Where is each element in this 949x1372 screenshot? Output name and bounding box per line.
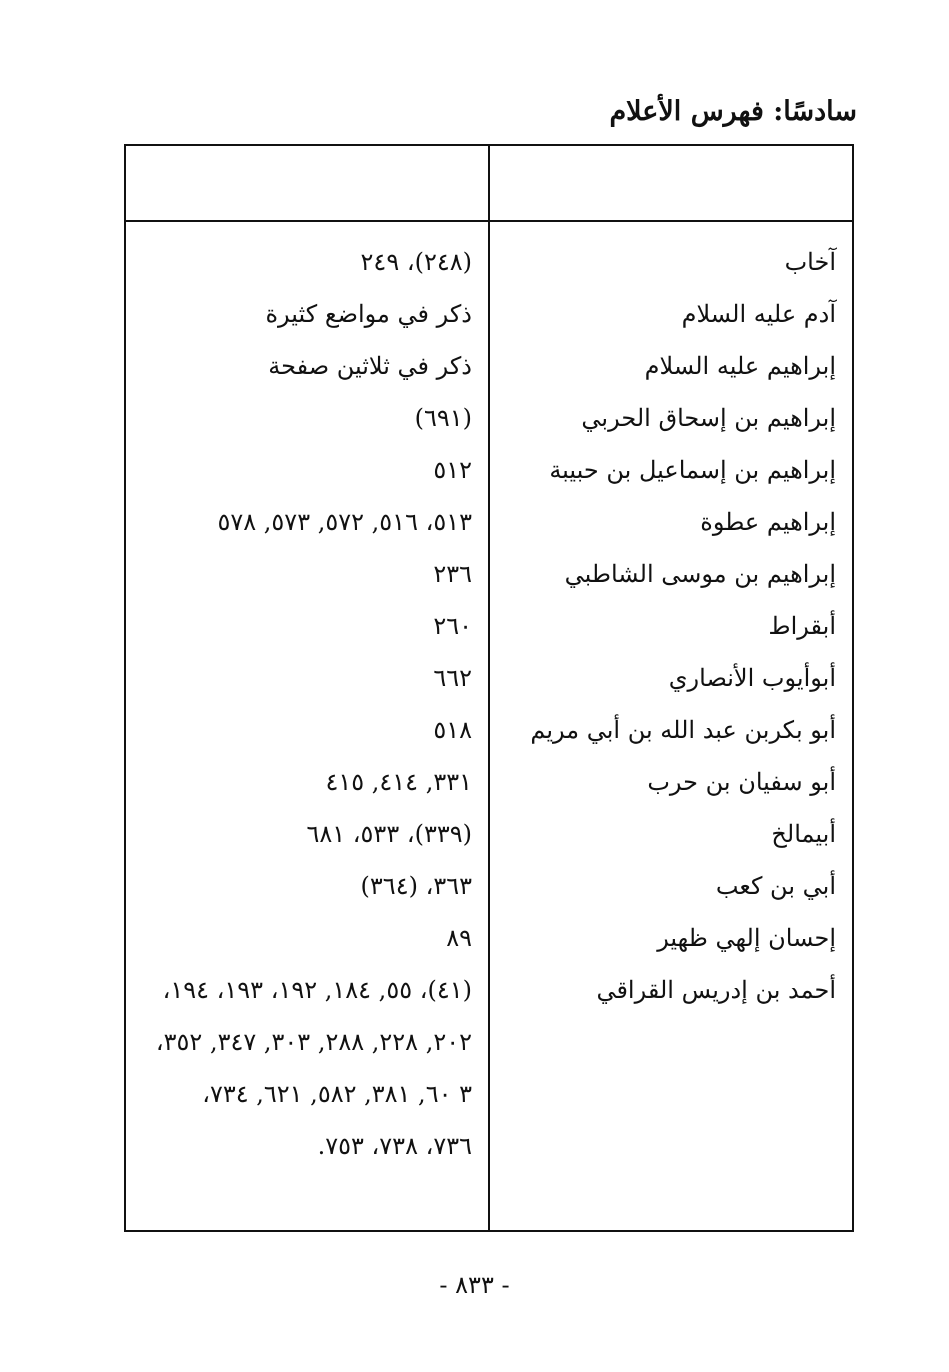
page-number: - ٨٣٣ -: [439, 1271, 510, 1299]
page-reference-line: ٢٦٠: [433, 612, 472, 640]
page-references: [126, 652, 488, 704]
page-references: [126, 548, 488, 600]
header-pages-cell: [126, 146, 488, 220]
page-reference-line: (٦٩١): [414, 404, 472, 432]
table-row: [126, 912, 852, 964]
page-reference-line: ٦٦٢: [433, 664, 472, 692]
page-references: [126, 444, 488, 496]
table-row: [126, 548, 852, 600]
table-row: [126, 756, 852, 808]
page-references: [126, 756, 488, 808]
index-rows: [126, 236, 852, 1172]
page-references: [126, 704, 488, 756]
page-references: [126, 340, 488, 392]
header-name-cell: [490, 146, 852, 220]
table-row: [126, 236, 852, 288]
person-name: إبراهيم بن موسى الشاطبي: [564, 560, 836, 588]
person-name: أبو سفيان بن حرب: [647, 768, 836, 796]
page-reference-line: (٢٤٨)، ٢٤٩: [360, 248, 472, 276]
page-references: [126, 860, 488, 912]
page-references: [126, 288, 488, 340]
table-row: [126, 288, 852, 340]
person-name: أبوأيوب الأنصاري: [668, 664, 836, 692]
person-name: أبيمالخ: [771, 820, 836, 848]
page-references: [126, 600, 488, 652]
header-rule: [126, 220, 852, 222]
table-row: [126, 808, 852, 860]
page-reference-line: ٣٦٣، (٣٦٤): [360, 872, 472, 900]
person-name: إبراهيم بن إسماعيل بن حبيبة: [549, 456, 836, 484]
page-reference-line: ٣٣١, ٤١٤, ٤١٥: [325, 768, 472, 796]
page-references: [126, 964, 488, 1172]
person-name: آدم عليه السلام: [681, 300, 836, 328]
page-references: [126, 912, 488, 964]
page-reference-line: ٨٩: [446, 924, 472, 952]
page-references: [126, 808, 488, 860]
page-reference-line: ٥١٣، ٥١٦, ٥٧٢, ٥٧٣, ٥٧٨: [217, 508, 472, 536]
person-name: أبقراط: [768, 612, 836, 640]
page-references: [126, 236, 488, 288]
page-reference-line: ٢٠٢, ٢٢٨, ٢٨٨, ٣٠٣, ٣٤٧, ٣٥٢،: [155, 1028, 472, 1056]
page-reference-line: ٥١٨: [433, 716, 472, 744]
table-row: [126, 860, 852, 912]
person-name: أبي بن كعب: [715, 872, 836, 900]
table-row: [126, 652, 852, 704]
page-reference-line: (٤١)، ٥٥, ١٨٤, ١٩٢، ١٩٣، ١٩٤،: [162, 976, 472, 1004]
table-row: [126, 600, 852, 652]
page-references: [126, 496, 488, 548]
person-name: إبراهيم بن إسحاق الحربي: [581, 404, 836, 432]
person-name: آخاب: [784, 248, 836, 276]
person-name: إبراهيم عليه السلام: [644, 352, 836, 380]
page-reference-line: ٧٣٦، ٧٣٨، ٧٥٣.: [317, 1132, 472, 1160]
page-reference-line: ٢٣٦: [433, 560, 472, 588]
table-row: [126, 964, 852, 1172]
page-reference-line: ذكر في ثلاثين صفحة: [268, 352, 472, 380]
page-references: [126, 392, 488, 444]
page-reference-line: ذكر في مواضع كثيرة: [265, 300, 472, 328]
person-name: أبو بكربن عبد الله بن أبي مريم: [530, 716, 836, 744]
person-name: أحمد بن إدريس القراقي: [596, 976, 836, 1004]
table-row: [126, 340, 852, 392]
table-row: [126, 704, 852, 756]
person-name: إحسان إلهي ظهير: [657, 924, 836, 952]
person-name: إبراهيم عطوة: [700, 508, 836, 536]
page-title: سادسًا: فهرس الأعلام: [609, 96, 857, 127]
index-table: [124, 144, 854, 1232]
table-row: [126, 496, 852, 548]
page-reference-line: ٣ ٦٠, ٣٨١, ٥٨٢, ٦٢١, ٧٣٤،: [202, 1080, 472, 1108]
table-row: [126, 392, 852, 444]
page-reference-line: ٥١٢: [433, 456, 472, 484]
page-reference-line: (٣٣٩)، ٥٣٣، ٦٨١: [306, 820, 472, 848]
table-row: [126, 444, 852, 496]
